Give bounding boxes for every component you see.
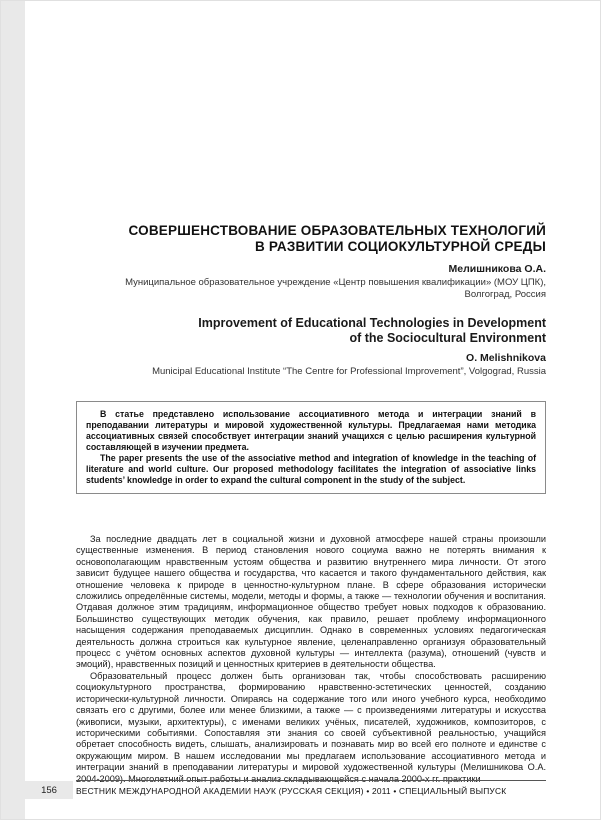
article-title-en-line1: Improvement of Educational Technologies in Development	[198, 316, 546, 330]
article-content	[76, 1, 546, 785]
page-number: 156	[25, 781, 73, 799]
abstract-en: The paper presents the use of the associative method and integration of knowledge in the teaching of literature and world culture. Our proposed methodology facilitates the integration of associative links students’ knowledge in order to expand the cultural component in the study of the subject.	[86, 453, 536, 485]
article-title-ru	[76, 223, 546, 255]
left-margin-strip	[1, 1, 25, 820]
body-paragraph-2: Образовательный процесс должен быть организован так, чтобы способствовать расширению социокультурного пространства, формированию нравственно-эстетических ценностей, созданию исторически-культурной личности. Опираясь на содержание того или иного учебного курса, необходимо связать его с другими, более или менее близкими, а также — с произведениями литературы и искусства (живописи, музыки, архитектуры), с именами великих учёных, писателей, художников, композиторов, с историческими событиями. Сопоставляя эти знания со своей субъективной реальностью, учащийся обретает способность видеть, слышать, анализировать и познавать мир во всей его полноте и единстве с окружающим миром. В нашем исследовании мы предлагаем использование ассоциативного метода и интеграции знаний в преподавании литературы и мировой художественной культуры (Мелишникова О.А. 2004-2009). Многолетний опыт работы и анализ складывающейся с начала 2000-х гг. практики	[76, 670, 546, 784]
article-title-ru-line1: СОВЕРШЕНСТВОВАНИЕ ОБРАЗОВАТЕЛЬНЫХ ТЕХНОЛОГИЙ	[128, 223, 546, 238]
body-paragraph-1: За последние двадцать лет в социальной жизни и духовной атмосфере нашей страны произошли существенные изменения. В период становления нового социума важно не потерять внимания к основополагающим нравственным устоям общества и развитию внутреннего мира личности. От этого зависит будущее нашего общества и государства, что касается и такого фундаментального действия, как отношение человека к природе в ценностно-культурном плане. В сфере образования исторически сложились определённые системы, модели, методы и формы, а также — технологии обучения и воспитания. Отдавая должное этим традициям, информационное общество требует новых подходов к образованию. Большинство существующих методик обучения, как правило, решает проблему информационного насыщения содержания преподаваемых дисциплин. Однако в современных условиях педагогическая деятельность должна строиться как культурное явление, целенаправленно организуя образовательный процесс с учётом основных аспектов духовной культуры — интеллекта (разума), отношений (чувств и эмоций), нравственных позиций и ценностных критериев в деятельности общества.	[76, 534, 546, 670]
affiliation-ru-line1: Муниципальное образовательное учреждение «Центр повышения квалификации» (МОУ ЦПК),	[125, 277, 546, 288]
author-ru: Мелишникова О.А.	[448, 263, 546, 275]
article-title-en	[76, 316, 546, 346]
footer-rule	[76, 780, 546, 781]
journal-footer: ВЕСТНИК МЕЖДУНАРОДНОЙ АКАДЕМИИ НАУК (РУССКАЯ СЕКЦИЯ) • 2011 • СПЕЦИАЛЬНЫЙ ВЫПУСК	[76, 786, 507, 796]
article-body	[76, 534, 546, 785]
author-en: O. Melishnikova	[466, 352, 546, 364]
affiliation-en: Municipal Educational Institute “The Centre for Professional Improvement”, Volgograd, Russia	[152, 366, 546, 377]
article-title-ru-line2: В РАЗВИТИИ СОЦИОКУЛЬТУРНОЙ СРЕДЫ	[255, 239, 546, 254]
article-title-en-line2: of the Sociocultural Environment	[349, 331, 546, 345]
affiliation-ru-line2: Волгоград, Россия	[464, 289, 546, 300]
affiliation-ru	[76, 277, 546, 301]
abstract-ru: В статье представлено использование ассоциативного метода и интеграции знаний в преподавании литературы и мировой художественной культуры. Предлагаемая нами методика ассоциативных связей способствует интеграции знаний учащихся с целью расширения культурной составляющей в изучении предмета.	[86, 409, 536, 452]
abstract-box	[76, 401, 546, 494]
